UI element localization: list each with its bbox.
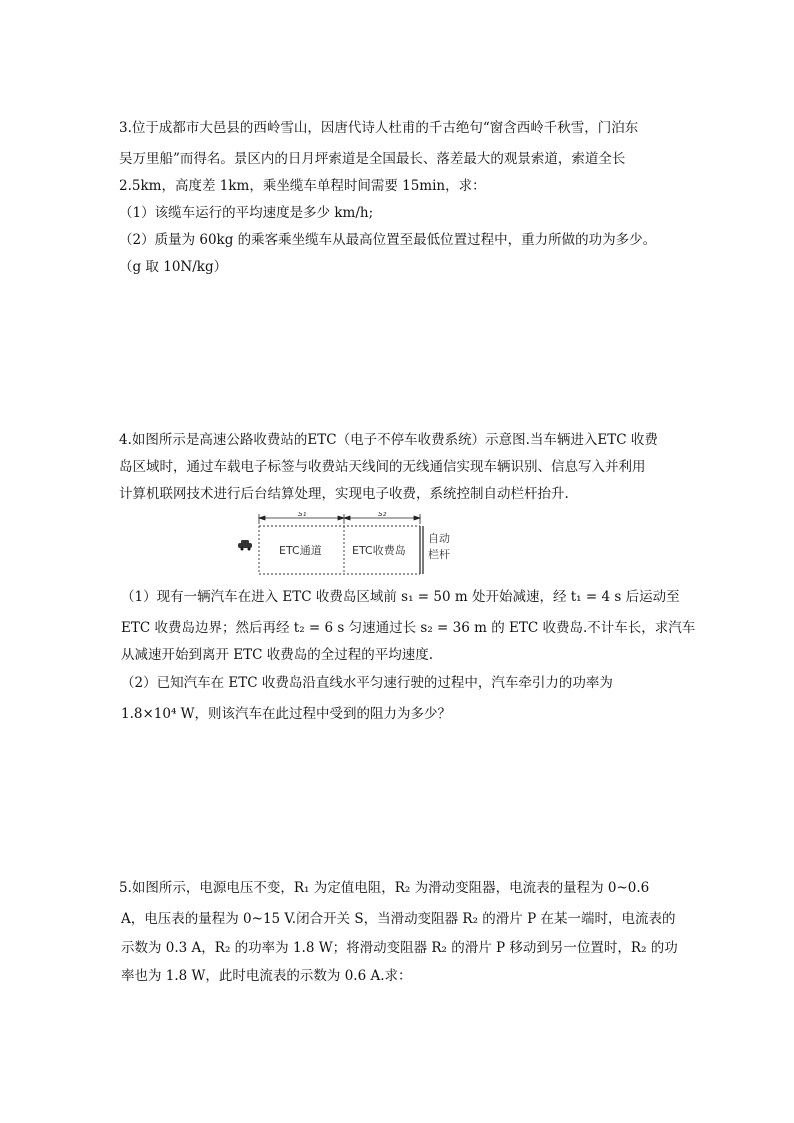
q4-line-2: 岛区域时，通过车载电子标签与收费站天线间的无线通信实现车辆识别、信息写入并利用: [119, 459, 646, 475]
q3-line-3: 2.5km，高度差 1km，乘坐缆车单程时间需要 15min，求：: [119, 178, 486, 194]
q3-line-2: 吴万里船”而得名。景区内的日月坪索道是全国最长、落差最大的观景索道，索道全长: [119, 151, 626, 167]
q5-line-4: 率也为 1.8 W，此时电流表的示数为 0.6 A.求：: [121, 968, 412, 984]
q5-line-1: 5.如图所示，电源电压不变，R₁ 为定值电阻，R₂ 为滑动变阻器，电流表的量程为 0~0.6: [119, 880, 650, 896]
q5-line-3: 示数为 0.3 A，R₂ 的功率为 1.8 W；将滑动变阻器 R₂ 的滑片 P 移动到另一位置时，R₂ 的功: [121, 940, 678, 956]
s2-label: s₂: [378, 512, 387, 519]
dimension-line: [259, 514, 420, 524]
s1-label: s₁: [298, 512, 307, 519]
barrier-label-2: 栏杆: [428, 548, 450, 561]
q3-part-3: （g 取 10N/kg）: [119, 259, 228, 275]
q4-part-2-line-2: 1.8×10⁴ W，则该汽车在此过程中受到的阻力为多少？: [121, 706, 452, 722]
q4-line-1: 4.如图所示是高速公路收费站的ETC（电子不停车收费系统）示意图.当车辆进入ETC 收费: [119, 432, 658, 448]
car-icon: [238, 540, 252, 551]
etc-diagram: [232, 512, 472, 576]
q3-part-1: （1）该缆车运行的平均速度是多少 km/h;: [119, 205, 374, 221]
q3-part-2: （2）质量为 60kg 的乘客乘坐缆车从最高位置至最低位置过程中，重力所做的功为多少。: [119, 232, 657, 248]
etc-channel-label: ETC通道: [279, 544, 322, 557]
q3-line-1: 3.位于成都市大邑县的西岭雪山，因唐代诗人杜甫的千古绝句“窗含西岭千秋雪，门泊东: [119, 120, 639, 136]
q4-part-2-line-1: （2）已知汽车在 ETC 收费岛沿直线水平匀速行驶的过程中，汽车牵引力的功率为: [121, 675, 613, 691]
q4-part-1-line-2: ETC 收费岛边界；然后再经 t₂ = 6 s 匀速通过长 s₂ = 36 m 的 ETC 收费岛.不计车长，求汽车: [121, 620, 696, 636]
q4-part-1-line-1: （1）现有一辆汽车在进入 ETC 收费岛区域前 s₁ = 50 m 处开始减速，经 t₁ = 4 s 后运动至: [121, 589, 680, 605]
barrier-label-1: 自动: [428, 532, 450, 545]
q4-line-3: 计算机联网技术进行后台结算处理，实现电子收费，系统控制自动栏杆抬升.: [119, 486, 569, 502]
barrier: [420, 526, 423, 574]
q4-part-1-line-3: 从减速开始到离开 ETC 收费岛的全过程的平均速度.: [121, 647, 434, 663]
etc-island-label: ETC收费岛: [352, 544, 406, 557]
q5-line-2: A，电压表的量程为 0~15 V.闭合开关 S，当滑动变阻器 R₂ 的滑片 P 在某一端时，电流表的: [121, 911, 676, 927]
